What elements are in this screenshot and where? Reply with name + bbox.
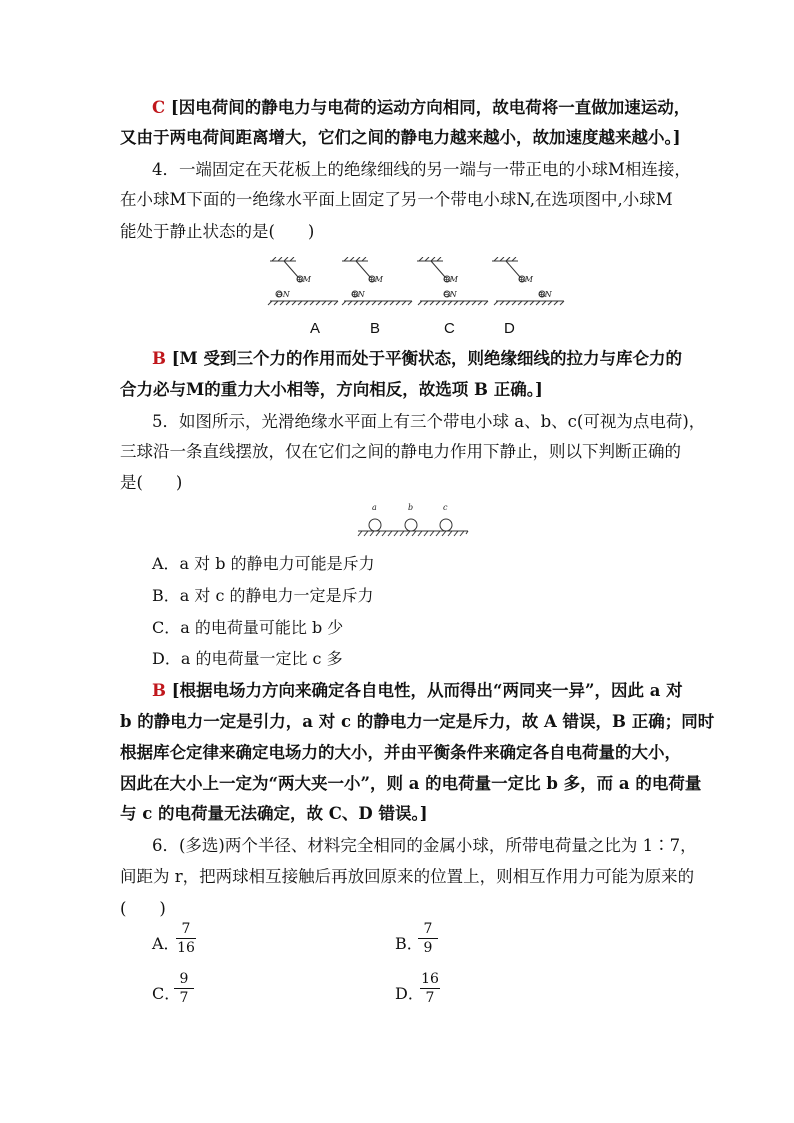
q6-text-line1: 6．(多选)两个半径、材料完全相同的金属小球，所带电荷量之比为 1∶7， bbox=[152, 836, 697, 855]
diagram-b-n-label: ⊕N bbox=[351, 290, 365, 299]
q5-option-d: D．a 的电荷量一定比 c 多 bbox=[152, 649, 343, 668]
q6-option-b-denominator: 9 bbox=[423, 940, 433, 956]
q6-option-a-fraction bbox=[174, 920, 198, 957]
figure-label-c: C bbox=[444, 320, 455, 337]
figure-label-a: A bbox=[310, 320, 321, 337]
q5-text-line2: 三球沿一条直线摆放，仅在它们之间的静电力作用下静止，则以下判断正确的 bbox=[120, 442, 681, 461]
q3-answer-line2: 又由于两电荷间距离增大，它们之间的静电力越来越小，故加速度越来越小。] bbox=[120, 128, 681, 147]
diagram-a-m-label: ⊕M bbox=[296, 275, 311, 284]
q6-option-c-numerator: 9 bbox=[179, 971, 189, 987]
q5-text-line3: 是( ) bbox=[120, 473, 183, 492]
q6-option-a-label: A． bbox=[152, 934, 180, 953]
q6-option-b-fraction bbox=[416, 920, 440, 957]
q4-answer-letter: B bbox=[152, 349, 166, 368]
diagram-c-m-label: ⊕M bbox=[443, 275, 458, 284]
q5-option-c: C．a 的电荷量可能比 b 少 bbox=[152, 618, 344, 637]
q6-option-c-denominator: 7 bbox=[179, 990, 189, 1006]
q5-option-b: B．a 对 c 的静电力一定是斥力 bbox=[152, 586, 374, 605]
ball-c-label: c bbox=[443, 503, 448, 512]
q6-text-line2: 间距为 r，把两球相互接触后再放回原来的位置上，则相互作用力可能为原来的 bbox=[120, 867, 695, 886]
q6-option-c-label: C． bbox=[152, 984, 181, 1003]
diagram-c-n-label: ⊖N bbox=[443, 290, 457, 299]
q6-option-c-fraction bbox=[172, 970, 196, 1007]
q6-option-b-label: B． bbox=[395, 934, 423, 953]
q6-option-d-label: D． bbox=[395, 984, 424, 1003]
q6-option-d-denominator: 7 bbox=[425, 990, 435, 1006]
q4-figure bbox=[262, 257, 572, 307]
q4-answer-line1 bbox=[152, 349, 712, 369]
q5-figure bbox=[356, 500, 476, 542]
q5-answer-letter: B bbox=[152, 681, 166, 700]
q3-answer-line1 bbox=[152, 98, 712, 118]
q6-option-d-fraction bbox=[418, 970, 442, 1007]
q3-answer-letter: C bbox=[152, 98, 166, 117]
q4-text-line2: 在小球M下面的一绝缘水平面上固定了另一个带电小球N,在选项图中,小球M bbox=[120, 190, 673, 209]
q5-answer-text1: [根据电场力方向来确定各自电性，从而得出“两同夹一异”，因此 a 对 bbox=[165, 681, 683, 700]
q6-option-a-denominator: 16 bbox=[177, 940, 195, 956]
ball-b-label: b bbox=[408, 503, 414, 512]
ball-a-label: a bbox=[372, 503, 377, 512]
figure-label-b: B bbox=[370, 320, 381, 337]
q6-text-line3: ( ) bbox=[120, 899, 166, 918]
figure-label-d: D bbox=[504, 320, 515, 337]
q4-answer-line2: 合力必与M的重力大小相等，方向相反，故选项 B 正确。] bbox=[120, 380, 543, 399]
q4-text-line3: 能处于静止状态的是( ) bbox=[120, 222, 315, 241]
q5-answer-line3: 根据库仑定律来确定电场力的大小，并由平衡条件来确定各自电荷量的大小， bbox=[120, 743, 681, 762]
q3-answer-text1: [因电荷间的静电力与电荷的运动方向相同，故电荷将一直做加速运动， bbox=[165, 98, 691, 117]
q5-answer-line2: b 的静电力一定是引力，a 对 c 的静电力一定是斥力，故 A 错误，B 正确；同时 bbox=[120, 712, 715, 731]
q5-answer-line1 bbox=[152, 681, 712, 701]
q6-option-d-numerator: 16 bbox=[421, 971, 439, 987]
q6-option-a-numerator: 7 bbox=[181, 921, 191, 937]
diagram-a-n-label: ⊖N bbox=[276, 290, 290, 299]
q5-option-a: A．a 对 b 的静电力可能是斥力 bbox=[152, 554, 375, 573]
diagram-d-n-label: ⊕N bbox=[538, 290, 552, 299]
q5-answer-line5: 与 c 的电荷量无法确定，故 C、D 错误。] bbox=[120, 804, 428, 823]
q4-text-line1: 4．一端固定在天花板上的绝缘细线的另一端与一带正电的小球M相连接， bbox=[152, 160, 691, 179]
diagram-b-m-label: ⊕M bbox=[368, 275, 383, 284]
q5-text-line1: 5．如图所示，光滑绝缘水平面上有三个带电小球 a、b、c(可视为点电荷)， bbox=[152, 412, 706, 431]
q6-option-b-numerator: 7 bbox=[423, 921, 433, 937]
q4-answer-text1: [M 受到三个力的作用而处于平衡状态，则绝缘细线的拉力与库仑力的 bbox=[165, 349, 683, 368]
diagram-d-m-label: ⊕M bbox=[518, 275, 533, 284]
q5-answer-line4: 因此在大小上一定为“两大夹一小”，则 a 的电荷量一定比 b 多，而 a 的电荷量 bbox=[120, 774, 702, 793]
